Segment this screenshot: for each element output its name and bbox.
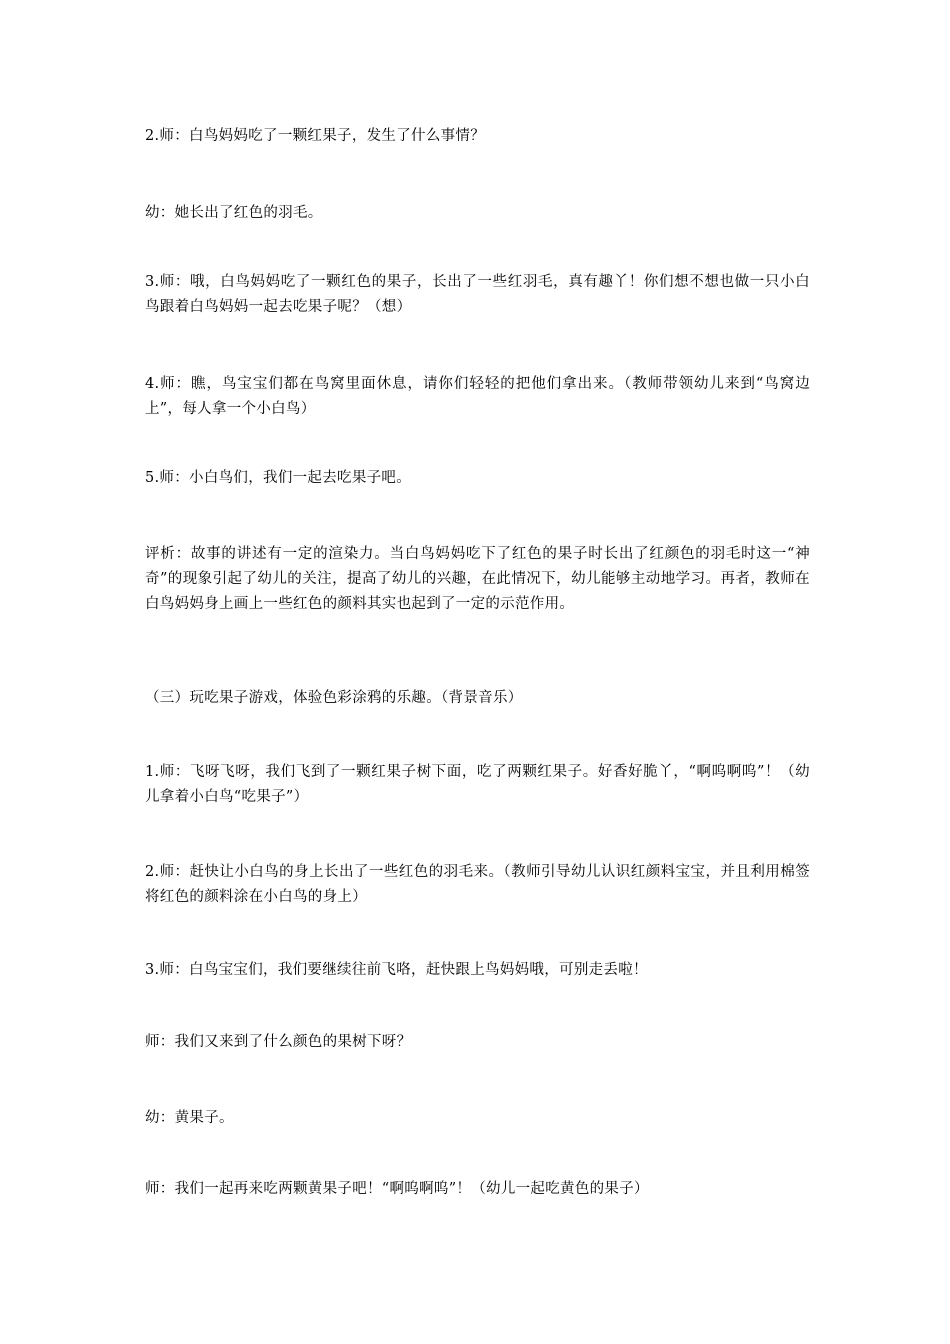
paragraph-game-3: 3.师：白鸟宝宝们，我们要继续往前飞咯，赶快跟上鸟妈妈哦，可别走丢啦！ <box>145 962 648 978</box>
paragraph-teacher-color-question: 师：我们又来到了什么颜色的果树下呀？ <box>145 1034 412 1050</box>
paragraph-commentary: 评析：故事的讲述有一定的渲染力。当白鸟妈妈吃下了红色的果子时长出了红颜色的羽毛时这一“神奇”的现象引起了幼儿的关注，提高了幼儿的兴趣，在此情况下，幼儿能够主动地学习。再者，教师在白鸟妈妈身上画上一些红色的颜料其实也起到了一定的示范作用。 <box>145 546 810 612</box>
paragraph-teacher-yellow: 师：我们一起再来吃两颗黄果子吧！“啊呜啊呜”！（幼儿一起吃黄色的果子） <box>145 1181 649 1197</box>
paragraph-teacher-question-2: 2.师：白鸟妈妈吃了一颗红果子，发生了什么事情？ <box>145 128 486 144</box>
paragraph-game-2: 2.师：赶快让小白鸟的身上长出了一些红色的羽毛来。（教师引导幼儿认识红颜料宝宝，并且利用棉签将红色的颜料涂在小白鸟的身上） <box>145 864 810 905</box>
paragraph-teacher-3: 3.师：哦，白鸟妈妈吃了一颗红色的果子，长出了一些红羽毛，真有趣丫！你们想不想也做一只小白鸟跟着白鸟妈妈一起去吃果子呢？（想） <box>145 274 810 315</box>
paragraph-teacher-5: 5.师：小白鸟们，我们一起去吃果子吧。 <box>145 470 412 486</box>
paragraph-teacher-4: 4.师：瞧，鸟宝宝们都在鸟窝里面休息，请你们轻轻的把他们拿出来。（教师带领幼儿来到“鸟窝边上”，每人拿一个小白鸟） <box>145 376 810 417</box>
section-heading-3: （三）玩吃果子游戏，体验色彩涂鸦的乐趣。（背景音乐） <box>145 690 523 706</box>
paragraph-child-yellow: 幼：黄果子。 <box>145 1110 234 1126</box>
paragraph-game-1: 1.师：飞呀飞呀，我们飞到了一颗红果子树下面，吃了两颗红果子。好香好脆丫，“啊呜啊呜”！（幼儿拿着小白鸟“吃果子”） <box>145 764 810 805</box>
paragraph-child-answer-feathers: 幼：她长出了红色的羽毛。 <box>145 205 323 221</box>
